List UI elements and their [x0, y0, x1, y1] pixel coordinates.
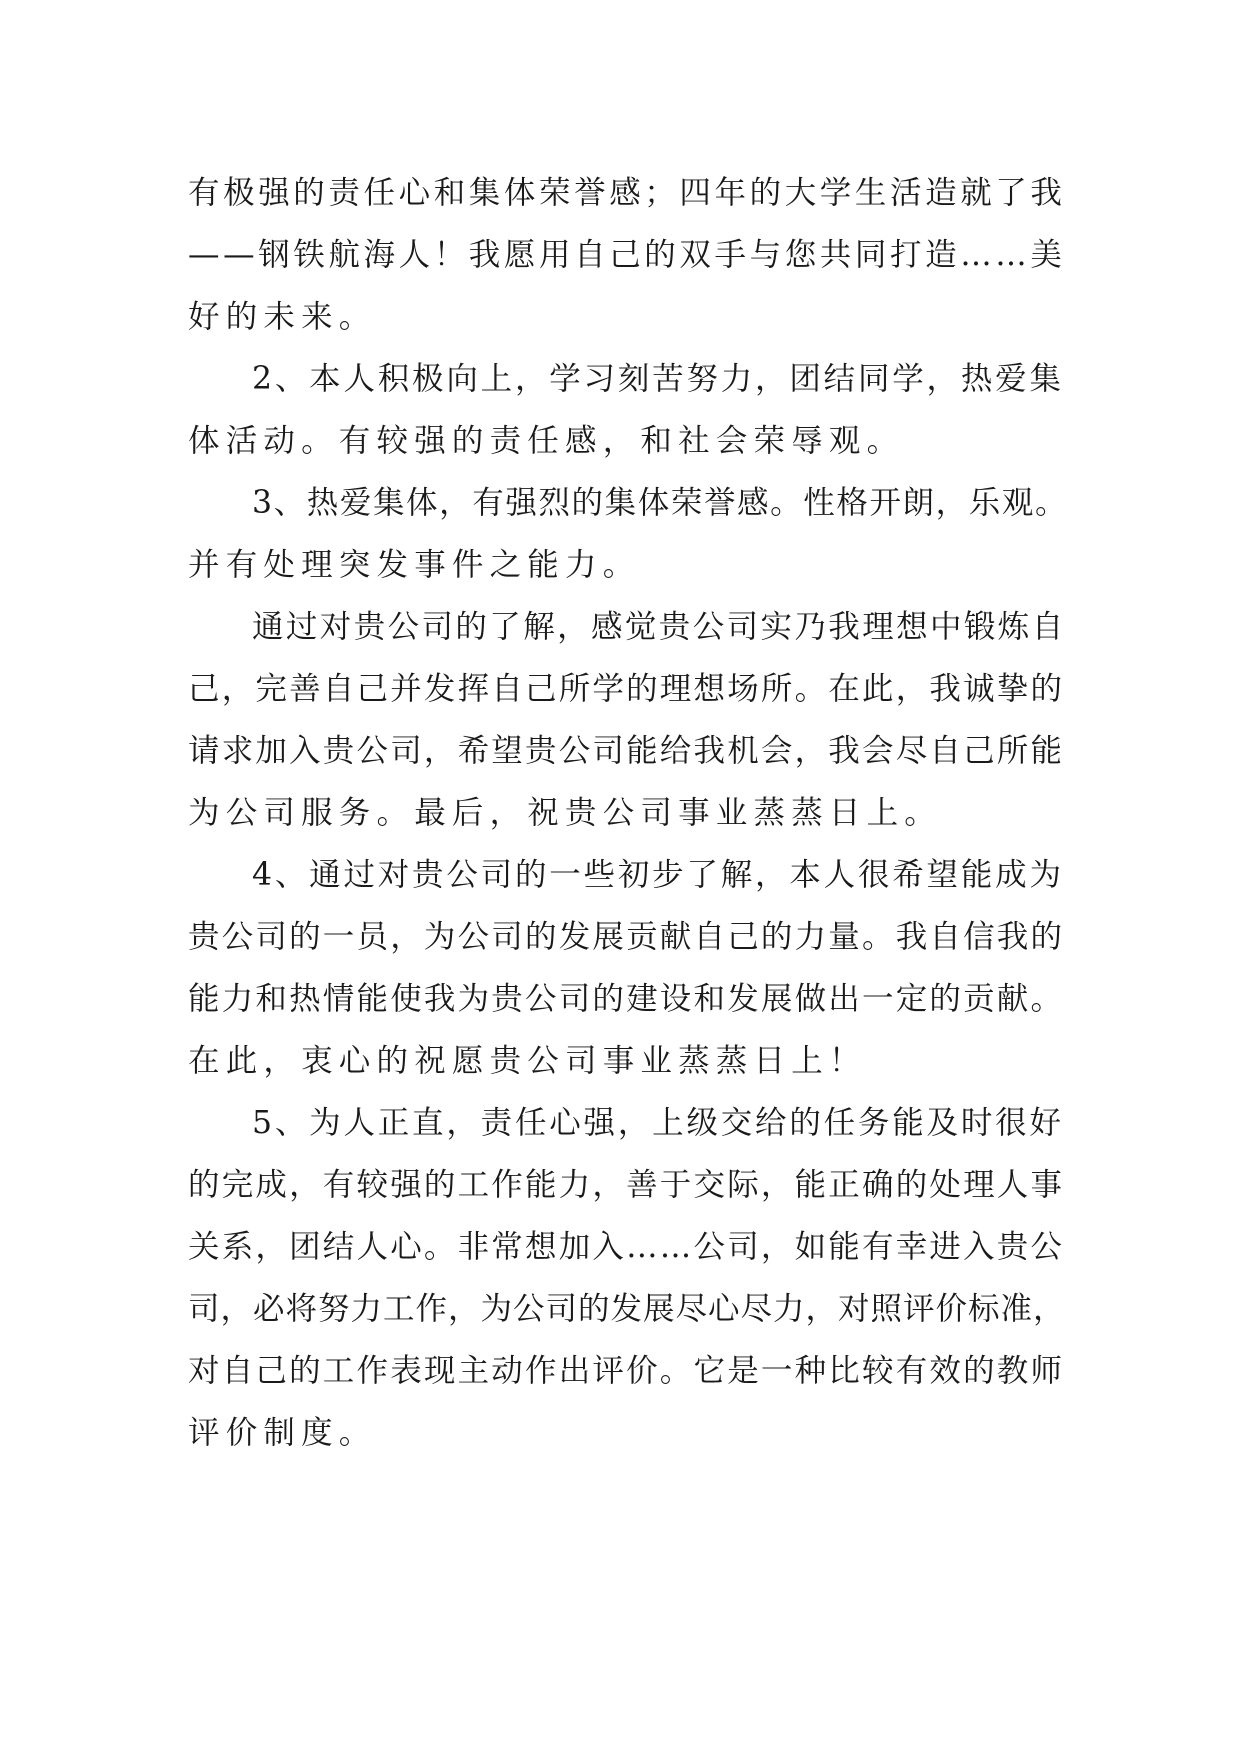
text-line: 通过对贵公司的了解，感觉贵公司实乃我理想中锻炼自: [252, 609, 1066, 645]
text-line: 2、本人积极向上，学习刻苦努力，团结同学，热爱集: [252, 361, 1064, 397]
text-line: 有极强的责任心和集体荣誉感；四年的大学生活造就了我: [188, 175, 1066, 211]
text-line: 能力和热情能使我为贵公司的建设和发展做出一定的贡献。: [188, 981, 1065, 1017]
text-line: 并有处理突发事件之能力。: [188, 547, 641, 583]
text-line: 司，必将努力工作，为公司的发展尽心尽力，对照评价标准，: [188, 1291, 1066, 1327]
text-line: ——钢铁航海人！我愿用自己的双手与您共同打造……美: [188, 237, 1066, 273]
text-line: 贵公司的一员，为公司的发展贡献自己的力量。我自信我的: [188, 919, 1065, 955]
text-line: 请求加入贵公司，希望贵公司能给我机会，我会尽自己所能: [188, 733, 1065, 769]
text-line: 4、通过对贵公司的一些初步了解，本人很希望能成为: [252, 857, 1064, 893]
text-line: 评价制度。: [188, 1415, 377, 1451]
text-line: 对自己的工作表现主动作出评价。它是一种比较有效的教师: [188, 1353, 1065, 1389]
text-line: 3、热爱集体，有强烈的集体荣誉感。性格开朗，乐观。: [252, 485, 1069, 521]
text-line: 在此，衷心的祝愿贵公司事业蒸蒸日上！: [188, 1043, 867, 1079]
document-body: [188, 162, 1068, 1464]
text-line: 的完成，有较强的工作能力，善于交际，能正确的处理人事: [188, 1167, 1065, 1203]
text-line: 关系，团结人心。非常想加入……公司，如能有幸进入贵公: [188, 1229, 1065, 1265]
text-line: 好的未来。: [188, 299, 377, 335]
text-line: 体活动。有较强的责任感，和社会荣辱观。: [188, 423, 905, 459]
text-line: 己，完善自己并发挥自己所学的理想场所。在此，我诚挚的: [188, 671, 1065, 707]
text-line: 5、为人正直，责任心强，上级交给的任务能及时很好: [252, 1105, 1064, 1141]
text-line: 为公司服务。最后，祝贵公司事业蒸蒸日上。: [188, 795, 943, 831]
